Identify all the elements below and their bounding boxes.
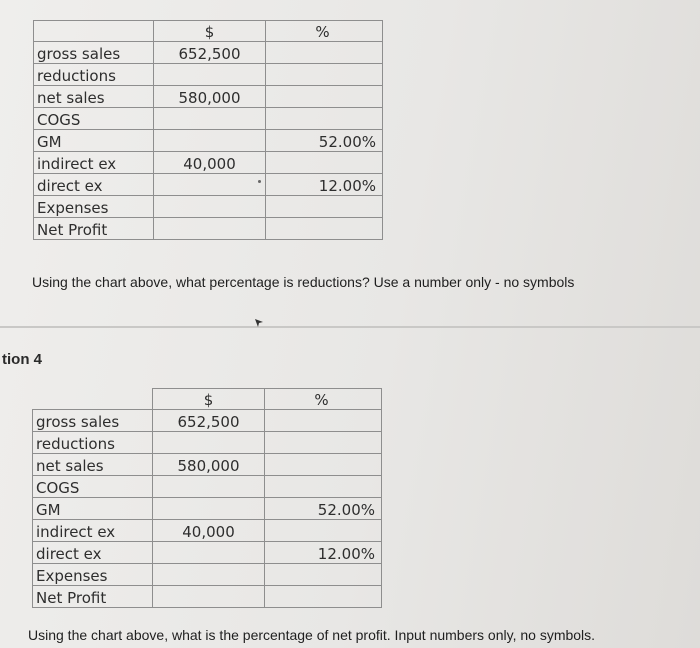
table-row — [33, 498, 382, 520]
row-amount: 652,500 — [154, 42, 266, 64]
table-header-row — [33, 389, 382, 410]
row-label: reductions — [34, 64, 154, 86]
section-divider — [0, 326, 700, 328]
header-label-cell — [33, 389, 153, 410]
table-row — [34, 130, 383, 152]
row-percent: 12.00% — [265, 542, 382, 564]
row-label: GM — [33, 498, 153, 520]
row-label: COGS — [34, 108, 154, 130]
row-label: gross sales — [34, 42, 154, 64]
row-percent — [265, 586, 382, 608]
row-label: gross sales — [33, 410, 153, 432]
header-dollar-cell: $ — [154, 21, 266, 42]
row-label: direct ex — [33, 542, 153, 564]
row-percent — [265, 432, 382, 454]
row-amount — [153, 498, 265, 520]
table-row — [33, 564, 382, 586]
row-label: indirect ex — [34, 152, 154, 174]
row-label: indirect ex — [33, 520, 153, 542]
row-percent — [265, 476, 382, 498]
row-percent: 12.00% — [266, 174, 383, 196]
table-row — [33, 454, 382, 476]
row-label: direct ex — [34, 174, 154, 196]
row-percent — [265, 410, 382, 432]
row-percent: 52.00% — [265, 498, 382, 520]
row-label: Net Profit — [33, 586, 153, 608]
table-row — [34, 108, 383, 130]
row-amount: 652,500 — [153, 410, 265, 432]
financial-table-1 — [33, 20, 383, 240]
row-percent: 52.00% — [266, 130, 383, 152]
row-percent — [265, 520, 382, 542]
row-percent — [266, 152, 383, 174]
stray-dot — [258, 180, 261, 183]
row-label: Expenses — [33, 564, 153, 586]
table-row — [33, 432, 382, 454]
section-heading: tion 4 — [2, 351, 42, 368]
header-dollar-cell: $ — [153, 389, 265, 410]
row-amount — [154, 64, 266, 86]
row-percent — [266, 64, 383, 86]
table-row — [33, 410, 382, 432]
row-label: Net Profit — [34, 218, 154, 240]
row-label: reductions — [33, 432, 153, 454]
financial-table-2 — [32, 388, 382, 608]
row-amount — [153, 432, 265, 454]
row-amount — [153, 564, 265, 586]
question-1-text: Using the chart above, what percentage is reductions? Use a number only - no symbols — [32, 274, 575, 290]
table-row — [33, 542, 382, 564]
table-row — [33, 520, 382, 542]
cursor-arrow-icon — [254, 318, 264, 328]
row-amount — [153, 586, 265, 608]
table-row — [34, 174, 383, 196]
row-percent — [265, 564, 382, 586]
table-header-row — [34, 21, 383, 42]
table-row — [33, 586, 382, 608]
table-row — [34, 64, 383, 86]
row-amount — [153, 542, 265, 564]
row-percent — [266, 42, 383, 64]
table-row — [33, 476, 382, 498]
row-amount: 580,000 — [153, 454, 265, 476]
header-percent-cell: % — [266, 21, 383, 42]
table-row — [34, 152, 383, 174]
row-label: net sales — [33, 454, 153, 476]
row-amount — [154, 196, 266, 218]
row-percent — [265, 454, 382, 476]
row-amount: 40,000 — [154, 152, 266, 174]
table-row — [34, 196, 383, 218]
row-amount — [154, 130, 266, 152]
row-amount: 40,000 — [153, 520, 265, 542]
row-percent — [266, 218, 383, 240]
row-label: GM — [34, 130, 154, 152]
row-label: net sales — [34, 86, 154, 108]
row-amount — [154, 108, 266, 130]
table-row — [34, 86, 383, 108]
header-label-cell — [34, 21, 154, 42]
question-2-text: Using the chart above, what is the percentage of net profit. Input numbers only, no symbols. — [28, 627, 596, 643]
row-amount — [154, 218, 266, 240]
row-label: Expenses — [34, 196, 154, 218]
row-amount — [154, 174, 266, 196]
header-percent-cell: % — [265, 389, 382, 410]
table-row — [34, 218, 383, 240]
table-row — [34, 42, 383, 64]
row-amount: 580,000 — [154, 86, 266, 108]
row-percent — [266, 86, 383, 108]
row-percent — [266, 108, 383, 130]
row-percent — [266, 196, 383, 218]
row-label: COGS — [33, 476, 153, 498]
row-amount — [153, 476, 265, 498]
